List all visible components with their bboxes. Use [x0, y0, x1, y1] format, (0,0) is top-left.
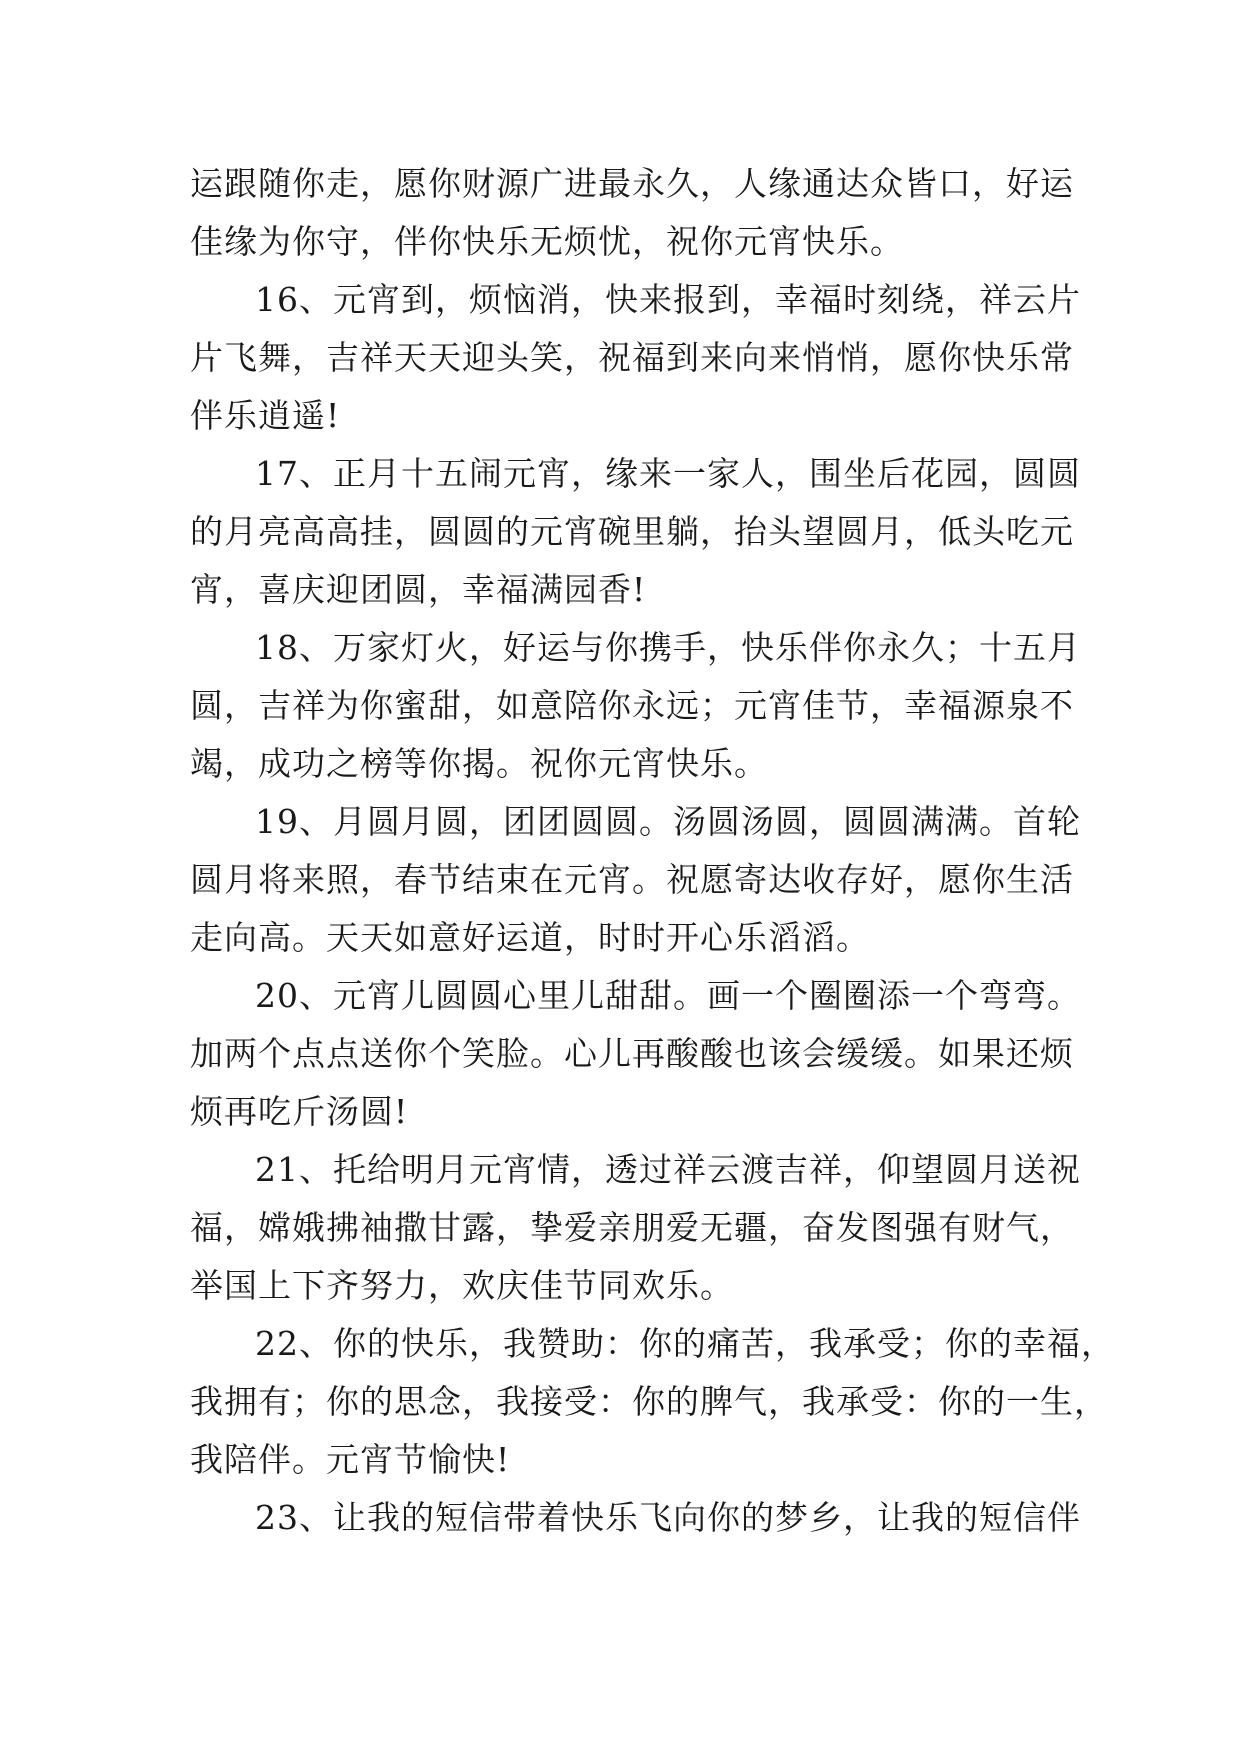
paragraph-16-start: 16、元宵到，烦恼消，快来报到，幸福时刻绕，祥云片: [255, 280, 1081, 319]
paragraph-23-start: 23、让我的短信带着快乐飞向你的梦乡，让我的短信伴: [255, 1498, 1081, 1537]
text-line: 宵，喜庆迎团圆，幸福满园香!: [190, 570, 647, 609]
text-line: 举国上下齐努力，欢庆佳节同欢乐。: [190, 1266, 734, 1305]
text-line: 烦再吃斤汤圆!: [190, 1092, 409, 1131]
text-line: 竭，成功之榜等你揭。祝你元宵快乐。: [190, 744, 768, 783]
paragraph-19-start: 19、月圆月圆，团团圆圆。汤圆汤圆，圆圆满满。首轮: [255, 802, 1081, 841]
text-line: 加两个点点送你个笑脸。心儿再酸酸也该会缓缓。如果还烦: [190, 1034, 1074, 1073]
paragraph-20-start: 20、元宵儿圆圆心里儿甜甜。画一个圈圈添一个弯弯。: [255, 976, 1081, 1015]
text-line: 我陪伴。元宵节愉快!: [190, 1440, 511, 1479]
text-line: 片飞舞，吉祥天天迎头笑，祝福到来向来悄悄，愿你快乐常: [190, 338, 1074, 377]
text-line: 圆，吉祥为你蜜甜，如意陪你永远；元宵佳节，幸福源泉不: [190, 686, 1074, 725]
paragraph-21-start: 21、托给明月元宵情，透过祥云渡吉祥，仰望圆月送祝: [255, 1150, 1081, 1189]
text-line: 运跟随你走，愿你财源广进最永久，人缘通达众皆口，好运: [190, 164, 1074, 203]
text-line: 伴乐逍遥!: [190, 396, 341, 435]
paragraph-18-start: 18、万家灯火，好运与你携手，快乐伴你永久；十五月: [255, 628, 1081, 667]
text-line: 福，嫦娥拂袖撒甘露，挚爱亲朋爱无疆，奋发图强有财气，: [190, 1208, 1074, 1247]
text-line: 的月亮高高挂，圆圆的元宵碗里躺，抬头望圆月，低头吃元: [190, 512, 1074, 551]
paragraph-22-start: 22、你的快乐，我赞助：你的痛苦，我承受；你的幸福，: [255, 1324, 1115, 1363]
text-line: 我拥有；你的思念，我接受：你的脾气，我承受：你的一生，: [190, 1382, 1108, 1421]
text-line: 圆月将来照，春节结束在元宵。祝愿寄达收存好，愿你生活: [190, 860, 1074, 899]
paragraph-17-start: 17、正月十五闹元宵，缘来一家人，围坐后花园，圆圆: [255, 454, 1081, 493]
text-line: 佳缘为你守，伴你快乐无烦忧，祝你元宵快乐。: [190, 222, 904, 261]
text-line: 走向高。天天如意好运道，时时开心乐滔滔。: [190, 918, 870, 957]
